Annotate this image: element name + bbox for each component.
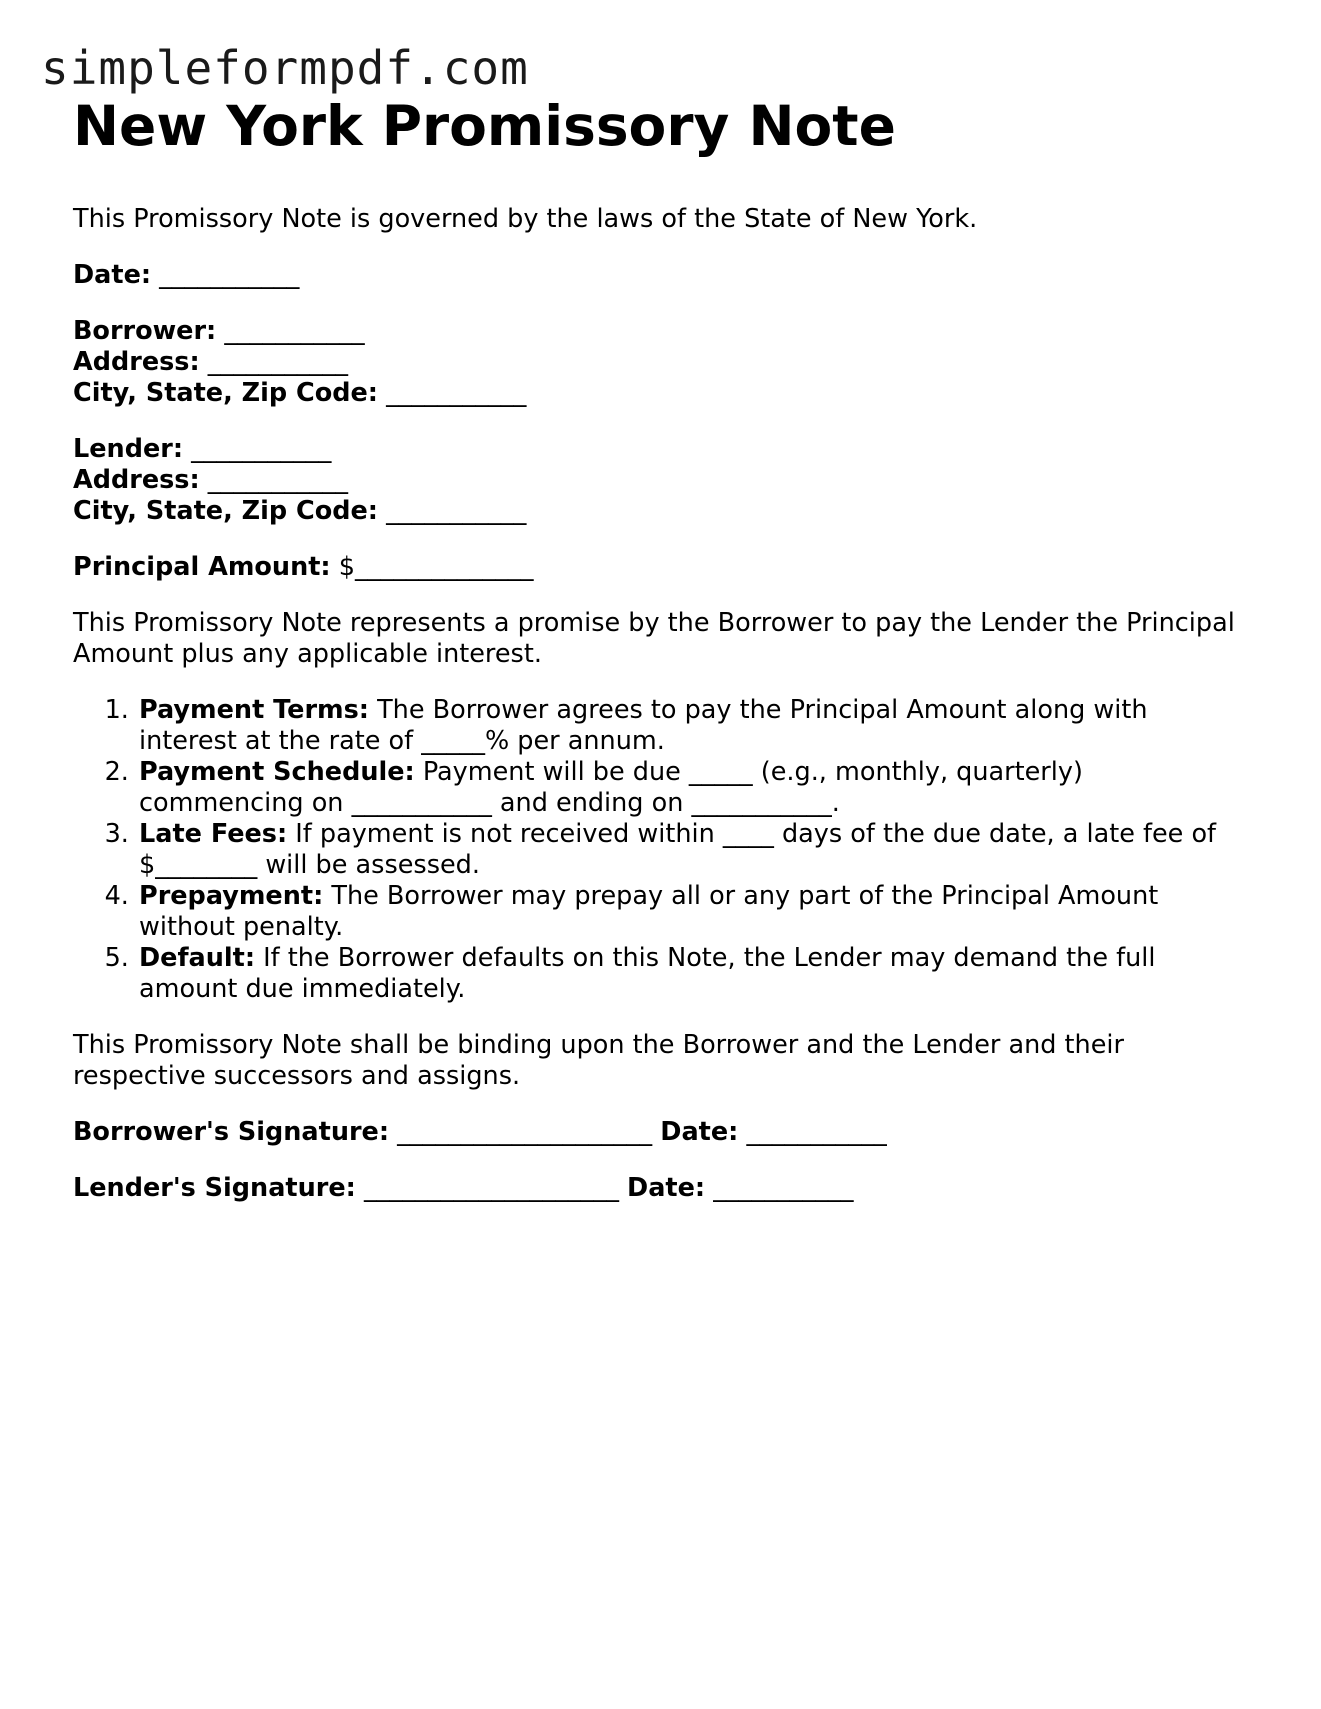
- borrower-signature-date-label: Date:: [660, 1117, 739, 1147]
- borrower-signature-blank[interactable]: ____________________: [397, 1117, 653, 1147]
- lender-section: [73, 434, 1253, 527]
- promise-text: This Promissory Note represents a promise by the Borrower to pay the Lender the Principal Amount plus any applicable interest.: [73, 608, 1235, 669]
- principal-label: Principal Amount:: [73, 552, 331, 582]
- term-label: Prepayment:: [139, 881, 324, 911]
- lender-address-label: Address:: [73, 465, 200, 495]
- document-title: New York Promissory Note: [73, 94, 896, 158]
- term-payment-schedule: [137, 757, 1253, 819]
- borrower-signature-label: Borrower's Signature:: [73, 1117, 390, 1147]
- lender-name-line: [73, 434, 1253, 465]
- term-late-fees: [137, 819, 1253, 881]
- term-default: [137, 943, 1253, 1005]
- lender-address-blank[interactable]: ___________: [207, 465, 349, 495]
- term-text: The Borrower may prepay all or any part of the Principal Amount without penalty.: [139, 881, 1159, 942]
- borrower-label: Borrower:: [73, 316, 217, 346]
- lender-address-line: [73, 465, 1253, 496]
- terms-list: [73, 695, 1253, 1005]
- term-label: Late Fees:: [139, 819, 288, 849]
- term-label: Payment Terms:: [139, 695, 369, 725]
- principal-line: [73, 552, 1253, 583]
- lender-signature-label: Lender's Signature:: [73, 1173, 356, 1203]
- lender-signature-date-label: Date:: [627, 1173, 706, 1203]
- document-body: [73, 92, 1253, 1204]
- lender-signature-date-blank[interactable]: ___________: [713, 1173, 854, 1203]
- date-label: Date:: [73, 260, 152, 290]
- term-text: If payment is not received within ____ days of the due date, a late fee of $________ will be assessed.: [139, 819, 1217, 880]
- borrower-city-label: City, State, Zip Code:: [73, 378, 379, 408]
- borrower-city-line: [73, 378, 1253, 409]
- lender-signature-blank[interactable]: ____________________: [363, 1173, 619, 1203]
- binding-text: This Promissory Note shall be binding upon the Borrower and the Lender and their respective successors and assigns.: [73, 1030, 1124, 1091]
- term-label: Default:: [139, 943, 256, 973]
- borrower-city-blank[interactable]: ___________: [386, 378, 527, 408]
- lender-city-line: [73, 496, 1253, 527]
- governing-law-text: This Promissory Note is governed by the laws of the State of New York.: [73, 204, 978, 234]
- date-section: [73, 260, 1253, 291]
- watermark: simpleformpdf.com: [41, 41, 529, 95]
- borrower-address-blank[interactable]: ___________: [207, 347, 349, 377]
- lender-signature-section: [73, 1173, 1253, 1204]
- borrower-signature-line: [73, 1117, 1253, 1148]
- borrower-section: [73, 316, 1253, 409]
- lender-label: Lender:: [73, 434, 184, 464]
- principal-blank[interactable]: $______________: [338, 552, 534, 582]
- term-prepayment: [137, 881, 1253, 943]
- principal-section: [73, 552, 1253, 583]
- term-payment-terms: [137, 695, 1253, 757]
- lender-signature-line: [73, 1173, 1253, 1204]
- borrower-signature-date-blank[interactable]: ___________: [746, 1117, 887, 1147]
- borrower-signature-section: [73, 1117, 1253, 1148]
- borrower-blank[interactable]: ___________: [224, 316, 365, 346]
- term-label: Payment Schedule:: [139, 757, 415, 787]
- lender-city-blank[interactable]: ___________: [386, 496, 527, 526]
- borrower-address-line: [73, 347, 1253, 378]
- term-text: The Borrower agrees to pay the Principal Amount along with interest at the rate of _____% per annum.: [139, 695, 1148, 756]
- date-blank[interactable]: ___________: [159, 260, 300, 290]
- lender-city-label: City, State, Zip Code:: [73, 496, 379, 526]
- borrower-address-label: Address:: [73, 347, 200, 377]
- term-text: Payment will be due _____ (e.g., monthly, quarterly) commencing on ___________ and ending on ___________.: [139, 757, 1083, 818]
- lender-blank[interactable]: ___________: [191, 434, 332, 464]
- term-text: If the Borrower defaults on this Note, the Lender may demand the full amount due immediately.: [139, 943, 1156, 1004]
- date-line: [73, 260, 1253, 291]
- borrower-name-line: [73, 316, 1253, 347]
